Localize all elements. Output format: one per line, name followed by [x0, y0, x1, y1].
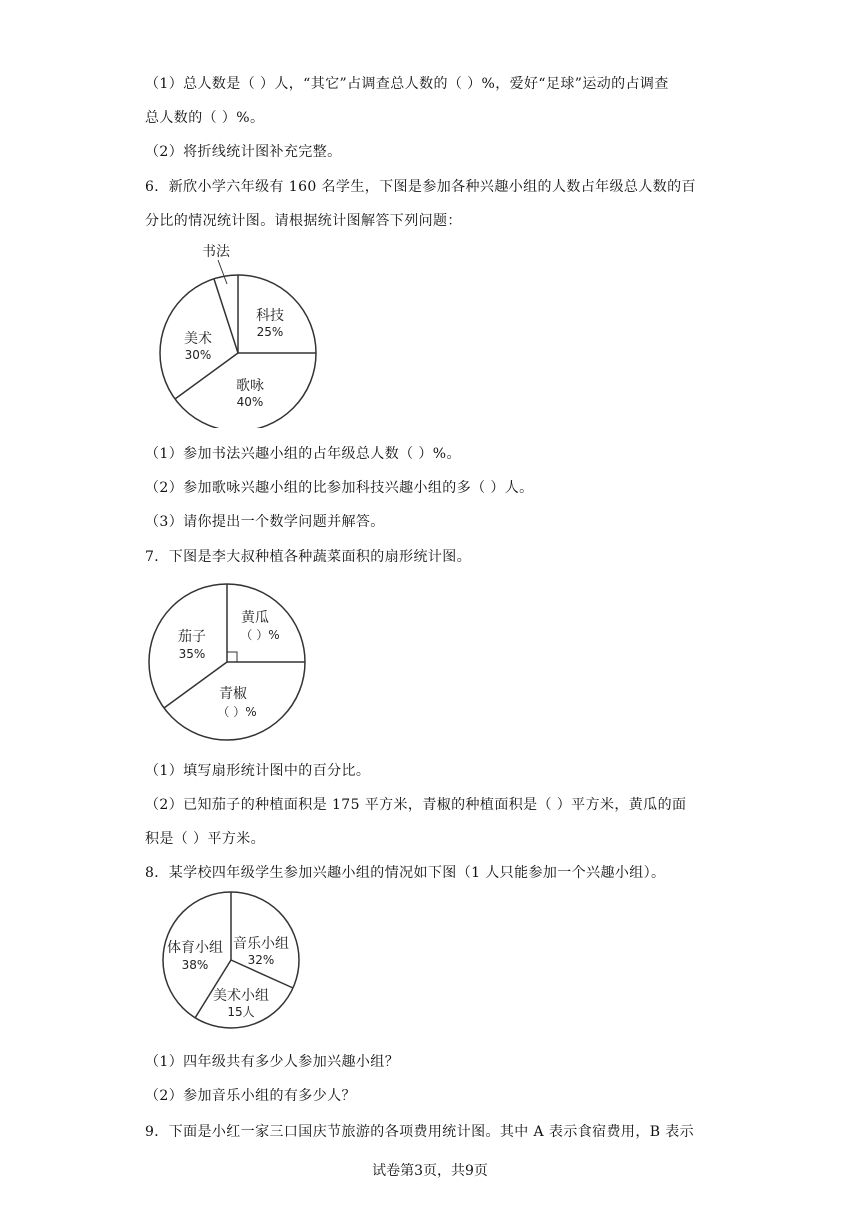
slice-label-pepper: 青椒 [219, 686, 247, 702]
q9-stem: 9．下面是小红一家三口国庆节旅游的各项费用统计图。其中 A 表示食宿费用，B 表示 [145, 1124, 695, 1140]
q6-stem-line1: 6．新欣小学六年级有 160 名学生，下图是参加各种兴趣小组的人数占年级总人数的百 [145, 179, 696, 195]
pie-chart-grade4-groups [155, 888, 305, 1038]
slice-value-eggplant: 35% [178, 647, 206, 661]
q7-stem: 7．下图是李大叔种植各种蔬菜面积的扇形统计图。 [145, 549, 472, 565]
q7-sub2-line2: 积是（ ）平方米。 [145, 831, 266, 847]
slice-label-cucumber: 黄瓜 [241, 610, 269, 626]
slice-label-art: 美术 [184, 331, 212, 347]
q6-sub1: （1）参加书法兴趣小组的占年级总人数（ ）%。 [145, 446, 461, 462]
slice-value-pepper: （ ）% [217, 705, 257, 719]
slice-label-singing: 歌咏 [236, 378, 264, 394]
slice-label-art-group: 美术小组 [213, 988, 269, 1004]
slice-label-music: 音乐小组 [233, 936, 289, 952]
slice-value-music: 32% [247, 953, 275, 967]
q8-stem: 8．某学校四年级学生参加兴趣小组的情况如下图（1 人只能参加一个兴趣小组）。 [145, 865, 666, 881]
slice-label-calligraphy: 书法 [202, 244, 230, 260]
slice-value-art-group: 15人 [227, 1005, 255, 1019]
q5-sub1-line2: 总人数的（ ）%。 [145, 110, 265, 126]
slice-label-eggplant: 茄子 [178, 629, 206, 645]
q6-sub2: （2）参加歌咏兴趣小组的比参加科技兴趣小组的多（ ）人。 [145, 480, 534, 496]
pie-chart-vegetables [145, 580, 310, 745]
slice-label-tech: 科技 [256, 308, 284, 324]
q6-sub3: （3）请你提出一个数学问题并解答。 [145, 514, 385, 530]
q7-sub2-line1: （2）已知茄子的种植面积是 175 平方米，青椒的种植面积是（ ）平方米，黄瓜的面 [145, 797, 687, 813]
slice-value-tech: 25% [256, 325, 284, 339]
slice-value-art: 30% [184, 348, 212, 362]
q8-sub2: （2）参加音乐小组的有多少人？ [145, 1088, 356, 1104]
q6-stem-line2: 分比的情况统计图。请根据统计图解答下列问题： [145, 213, 462, 229]
q5-sub2: （2）将折线统计图补充完整。 [145, 144, 342, 160]
slice-value-singing: 40% [236, 395, 264, 409]
q8-sub1: （1）四年级共有多少人参加兴趣小组？ [145, 1054, 400, 1070]
slice-value-sports: 38% [181, 958, 209, 972]
page-footer: 试卷第3页，共9页 [372, 1163, 488, 1179]
slice-value-cucumber: （ ）% [240, 628, 280, 642]
q7-sub1: （1）填写扇形统计图中的百分比。 [145, 763, 371, 779]
pie-chart-interest-groups [150, 238, 330, 428]
q5-sub1-line1: （1）总人数是（ ）人，“其它”占调查总人数的（ ）%，爱好“足球”运动的占调查 [145, 76, 669, 92]
slice-label-sports: 体育小组 [167, 940, 223, 956]
